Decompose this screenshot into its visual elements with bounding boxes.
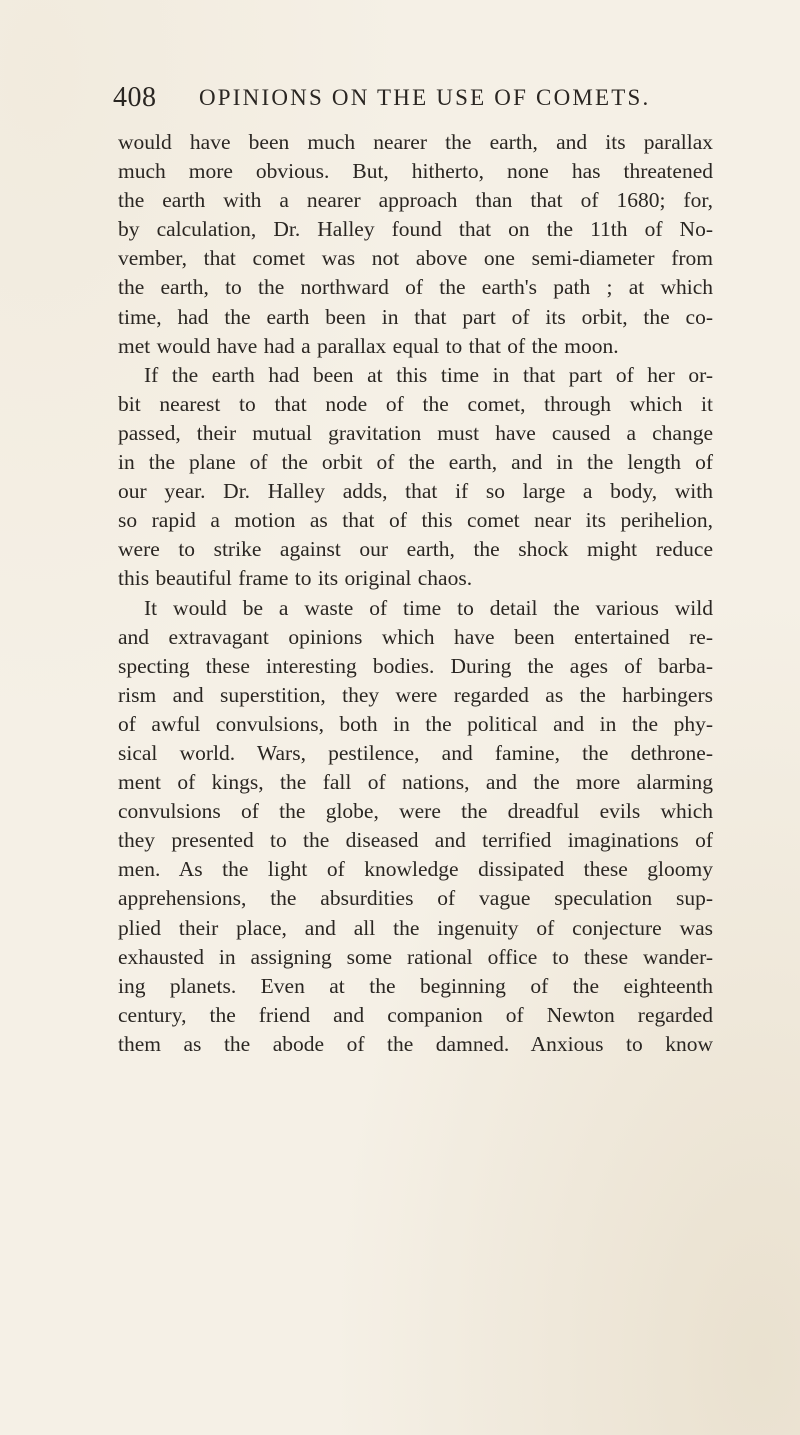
running-head: OPINIONS ON THE USE OF COMETS. bbox=[199, 85, 651, 110]
text-line: vember, that comet was not above one semi-diameter from bbox=[118, 246, 713, 271]
text-line: apprehensions, the absurdities of vague speculation sup- bbox=[118, 886, 713, 911]
text-line: ment of kings, the fall of nations, and the more alarming bbox=[118, 770, 713, 795]
text-line: exhausted in assigning some rational office to these wander- bbox=[118, 944, 713, 969]
text-line: met would have had a parallax equal to that of the moon. bbox=[118, 333, 619, 358]
text-line: ing planets. Even at the beginning of the eighteenth bbox=[118, 973, 713, 998]
paragraph-start-line: If the earth had been at this time in that part of her or- bbox=[144, 362, 713, 387]
text-line: and extravagant opinions which have been entertained re- bbox=[118, 624, 713, 649]
text-line: bit nearest to that node of the comet, through which it bbox=[118, 391, 713, 416]
text-line: so rapid a motion as that of this comet near its perihelion, bbox=[118, 508, 713, 533]
text-line: of awful convulsions, both in the political and in the phy- bbox=[118, 711, 713, 736]
body-text bbox=[118, 128, 713, 1059]
text-line: in the plane of the orbit of the earth, and in the length of bbox=[118, 450, 713, 475]
text-line: were to strike against our earth, the shock might reduce bbox=[118, 537, 713, 562]
text-line: our year. Dr. Halley adds, that if so large a body, with bbox=[118, 479, 713, 504]
text-line: much more obvious. But, hitherto, none has threatened bbox=[118, 159, 713, 184]
text-line: would have been much nearer the earth, and its parallax bbox=[118, 130, 713, 154]
text-line: passed, their mutual gravitation must have caused a change bbox=[118, 420, 713, 445]
text-line: time, had the earth been in that part of its orbit, the co- bbox=[118, 304, 713, 329]
text-line: the earth with a nearer approach than that of 1680; for, bbox=[118, 188, 713, 213]
text-line: men. As the light of knowledge dissipated these gloomy bbox=[118, 857, 713, 882]
text-line: century, the friend and companion of Newton regarded bbox=[118, 1002, 713, 1027]
text-line: specting these interesting bodies. During the ages of barba- bbox=[118, 653, 713, 678]
text-line: the earth, to the northward of the earth's path ; at which bbox=[118, 275, 713, 300]
text-line: them as the abode of the damned. Anxious to know bbox=[118, 1031, 713, 1056]
text-line: convulsions of the globe, were the dreadful evils which bbox=[118, 799, 713, 824]
text-line: sical world. Wars, pestilence, and famine, the dethrone- bbox=[118, 740, 713, 765]
page-number: 408 bbox=[113, 82, 157, 113]
text-line: rism and superstition, they were regarded as the harbingers bbox=[118, 682, 713, 707]
text-line: by calculation, Dr. Halley found that on the 11th of No- bbox=[118, 217, 713, 242]
paragraph-start-line: It would be a waste of time to detail the various wild bbox=[144, 595, 713, 620]
page-header bbox=[113, 78, 703, 118]
text-line: they presented to the diseased and terrified imaginations of bbox=[118, 828, 713, 853]
paragraph-end-line: this beautiful frame to its original chaos. bbox=[118, 566, 473, 591]
text-line: plied their place, and all the ingenuity of conjecture was bbox=[118, 915, 713, 940]
